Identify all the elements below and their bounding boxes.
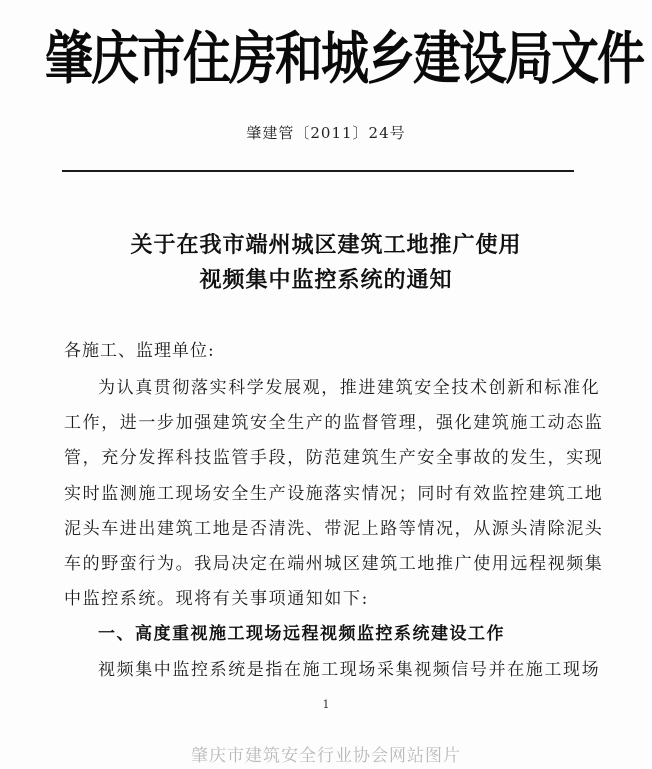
document-number: 肇建管〔2011〕24号 xyxy=(246,124,406,142)
body-line: 车的野蛮行为。我局决定在端州城区建筑工地推广使用远程视频集 xyxy=(64,554,604,574)
notice-title-line-2: 视频集中监控系统的通知 xyxy=(199,267,453,293)
body-line: 中监控系统。现将有关事项通知如下: xyxy=(64,589,369,609)
body-line: 视频集中监控系统是指在施工现场采集视频信号并在施工现场 xyxy=(98,660,601,680)
watermark-caption: 肇庆市建筑安全行业协会网站图片 xyxy=(191,746,461,766)
addressee: 各施工、监理单位: xyxy=(64,341,215,361)
body-line: 管，充分发挥科技监管手段，防范建筑生产安全事故的发生，实现 xyxy=(64,448,604,468)
body-line: 实时监测施工现场安全生产设施落实情况；同时有效监控建筑工地 xyxy=(64,484,604,504)
body-line: 为认真贯彻落实科学发展观，推进建筑安全技术创新和标准化 xyxy=(98,378,601,398)
body-line: 工作，进一步加强建筑安全生产的监督管理，强化建筑施工动态监 xyxy=(64,413,604,433)
header-divider-rule xyxy=(62,170,574,172)
masthead-title: 肇庆市住房和城乡建设局文件 xyxy=(45,26,644,93)
section-heading: 一、高度重视施工现场远程视频监控系统建设工作 xyxy=(98,624,505,644)
notice-title-line-1: 关于在我市端州城区建筑工地推广使用 xyxy=(130,232,522,258)
page-number: 1 xyxy=(322,698,330,711)
body-line: 泥头车进出建筑工地是否清洗、带泥上路等情况，从源头清除泥头 xyxy=(64,519,604,539)
